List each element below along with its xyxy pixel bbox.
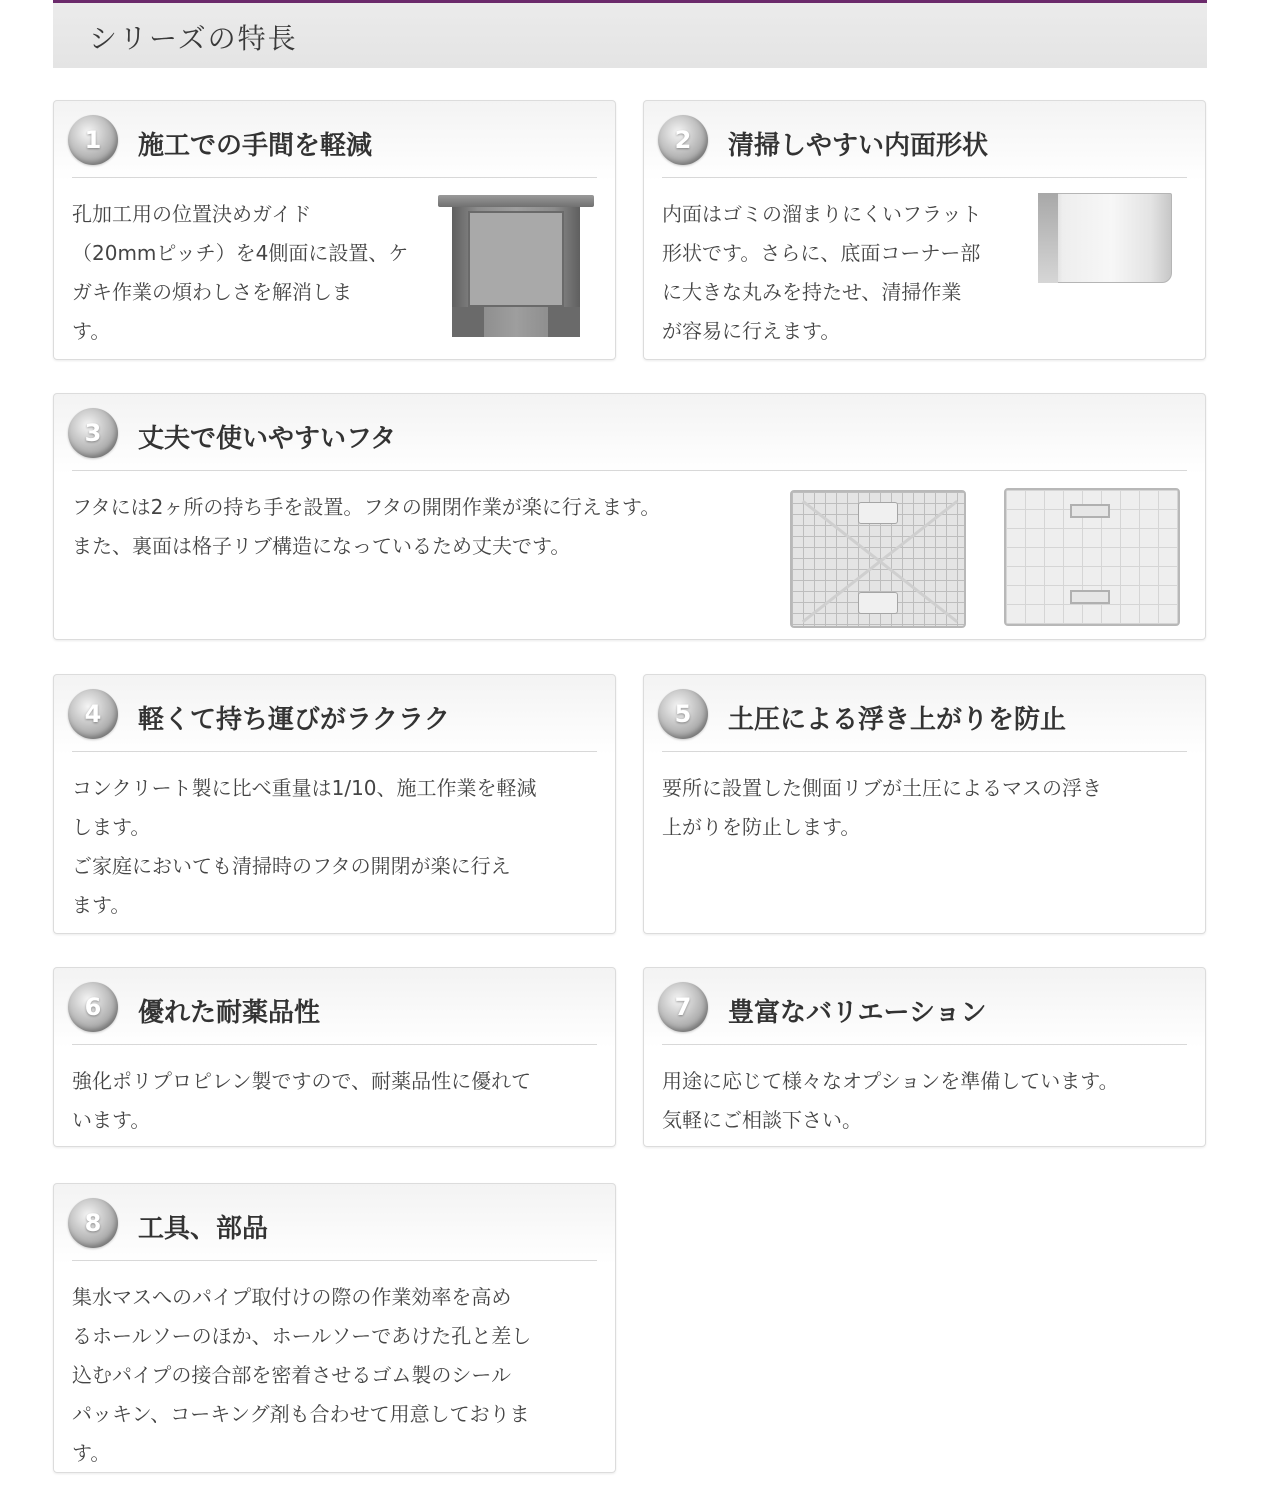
feature-card-3 (53, 393, 1206, 640)
divider (662, 751, 1187, 752)
feature-card-4 (53, 674, 616, 934)
divider (72, 751, 597, 752)
feature-description: 孔加工用の位置決めガイド （20mmピッチ）を4側面に設置、ケ ガキ作業の煩わしさを解消しま す。 (72, 202, 409, 343)
feature-card-7 (643, 967, 1206, 1147)
feature-card-8 (53, 1183, 616, 1473)
number-badge-icon: 6 (68, 982, 118, 1032)
number-badge-icon: 7 (658, 982, 708, 1032)
divider (662, 1044, 1187, 1045)
feature-description: 集水マスへのパイプ取付けの際の作業効率を高め るホールソーのほか、ホールソーであけた孔と差し 込むパイプの接合部を密着させるゴム製のシール パッキン、コーキング剤も合わせて用意しておりま す。 (72, 1285, 532, 1465)
divider (72, 177, 597, 178)
section-title: シリーズの特長 (89, 22, 298, 55)
feature-title: 施工での手間を軽減 (138, 131, 373, 161)
number-badge-icon: 5 (658, 689, 708, 739)
feature-description: フタには2ヶ所の持ち手を設置。フタの開閉作業が楽に行えます。 また、裏面は格子リブ構造になっているため丈夫です。 (72, 495, 661, 558)
box-side-guide-photo (438, 195, 594, 337)
feature-card-2 (643, 100, 1206, 360)
feature-title: 軽くて持ち運びがラクラク (138, 705, 451, 735)
feature-title: 清掃しやすい内面形状 (728, 131, 989, 161)
feature-title: 豊富なバリエーション (728, 998, 987, 1028)
feature-title: 優れた耐薬品性 (138, 998, 321, 1028)
feature-description: 用途に応じて様々なオプションを準備しています。 気軽にご相談下さい。 (662, 1069, 1119, 1132)
number-badge-icon: 2 (658, 115, 708, 165)
feature-description: 強化ポリプロピレン製ですので、耐薬品性に優れて います。 (72, 1069, 532, 1132)
number-badge-icon: 3 (68, 408, 118, 458)
inner-surface-photo (1038, 193, 1172, 283)
lid-underside-photo (790, 490, 966, 628)
feature-title: 丈夫で使いやすいフタ (138, 424, 397, 454)
feature-card-6 (53, 967, 616, 1147)
divider (72, 470, 1187, 471)
feature-description: 内面はゴミの溜まりにくいフラット 形状です。さらに、底面コーナー部 に大きな丸みを持たせ、清掃作業 が容易に行えます。 (662, 202, 982, 343)
feature-description: 要所に設置した側面リブが土圧によるマスの浮き 上がりを防止します。 (662, 776, 1102, 839)
feature-card-5 (643, 674, 1206, 934)
feature-title: 工具、部品 (138, 1214, 269, 1244)
divider (72, 1044, 597, 1045)
feature-description: コンクリート製に比べ重量は1/10、施工作業を軽減 します。 ご家庭においても清掃時のフタの開閉が楽に行え ます。 (72, 776, 537, 917)
divider (662, 177, 1187, 178)
divider (72, 1260, 597, 1261)
feature-title: 土圧による浮き上がりを防止 (728, 705, 1067, 735)
lid-top-photo (1004, 488, 1180, 626)
number-badge-icon: 1 (68, 115, 118, 165)
number-badge-icon: 4 (68, 689, 118, 739)
feature-card-1 (53, 100, 616, 360)
section-header (53, 0, 1207, 68)
number-badge-icon: 8 (68, 1198, 118, 1248)
